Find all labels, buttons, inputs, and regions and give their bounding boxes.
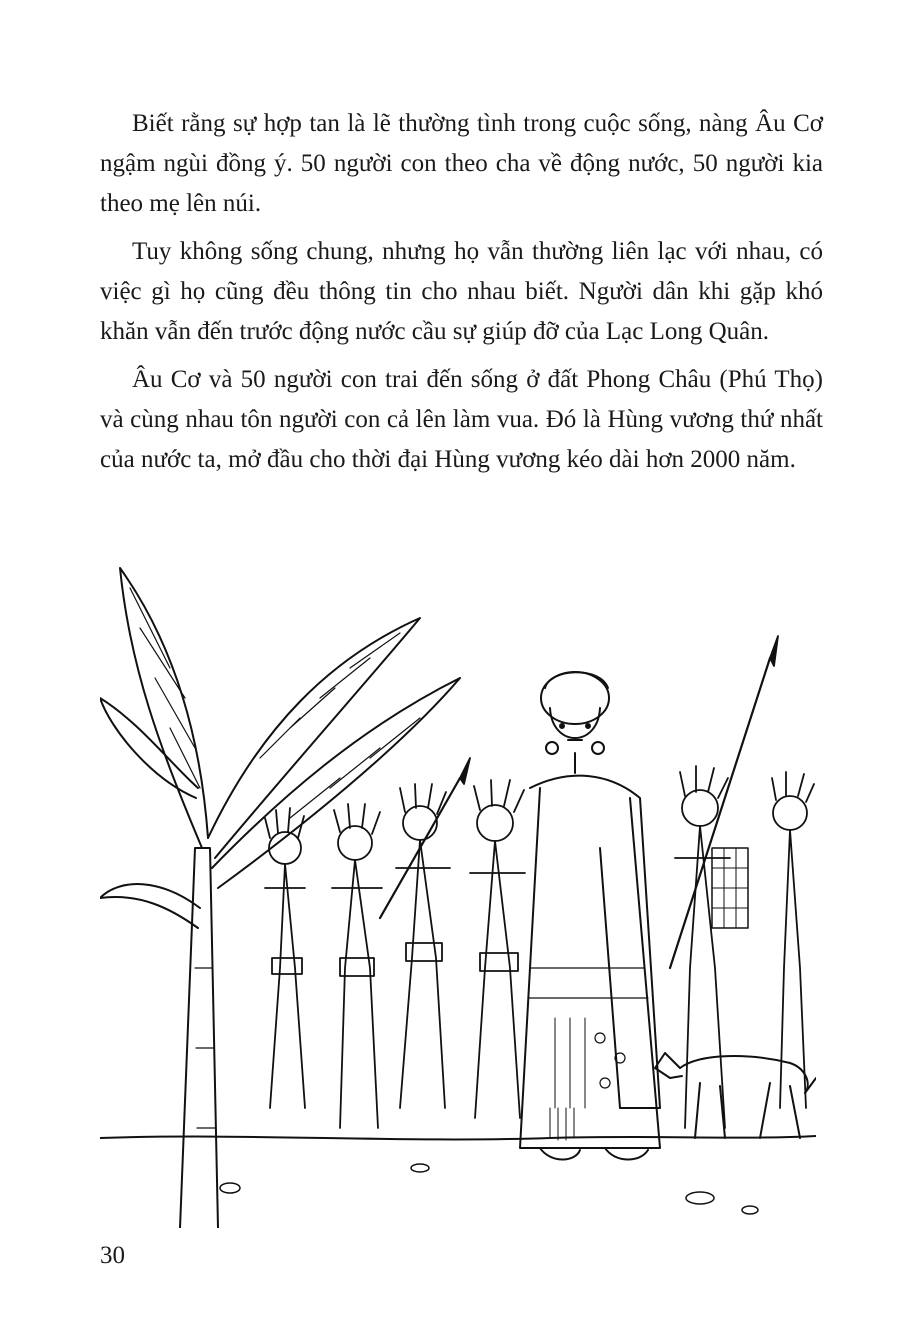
paragraph-3: Âu Cơ và 50 người con trai đến sống ở đất Phong Châu (Phú Thọ) và cùng nhau tôn người con cả lên làm vua. Đó là Hùng vương thứ nhất của nước ta, mở đầu cho thời đại Hùng vương kéo dài hơn 2000 năm. xyxy=(100,366,823,473)
body-text xyxy=(100,104,823,488)
paragraph-2: Tuy không sống chung, nhưng họ vẫn thường liên lạc với nhau, có việc gì họ cũng đều thông tin cho nhau biết. Người dân khi gặp khó khăn vẫn đến trước động nước cầu sự giúp đỡ của Lạc Long Quân. xyxy=(100,238,823,345)
page-number: 30 xyxy=(100,1242,125,1269)
illustration-au-co-and-sons xyxy=(100,548,816,1228)
paragraph-1: Biết rằng sự hợp tan là lẽ thường tình trong cuộc sống, nàng Âu Cơ ngậm ngùi đồng ý. 50 người con theo cha về động nước, 50 người kia theo mẹ lên núi. xyxy=(100,110,823,217)
